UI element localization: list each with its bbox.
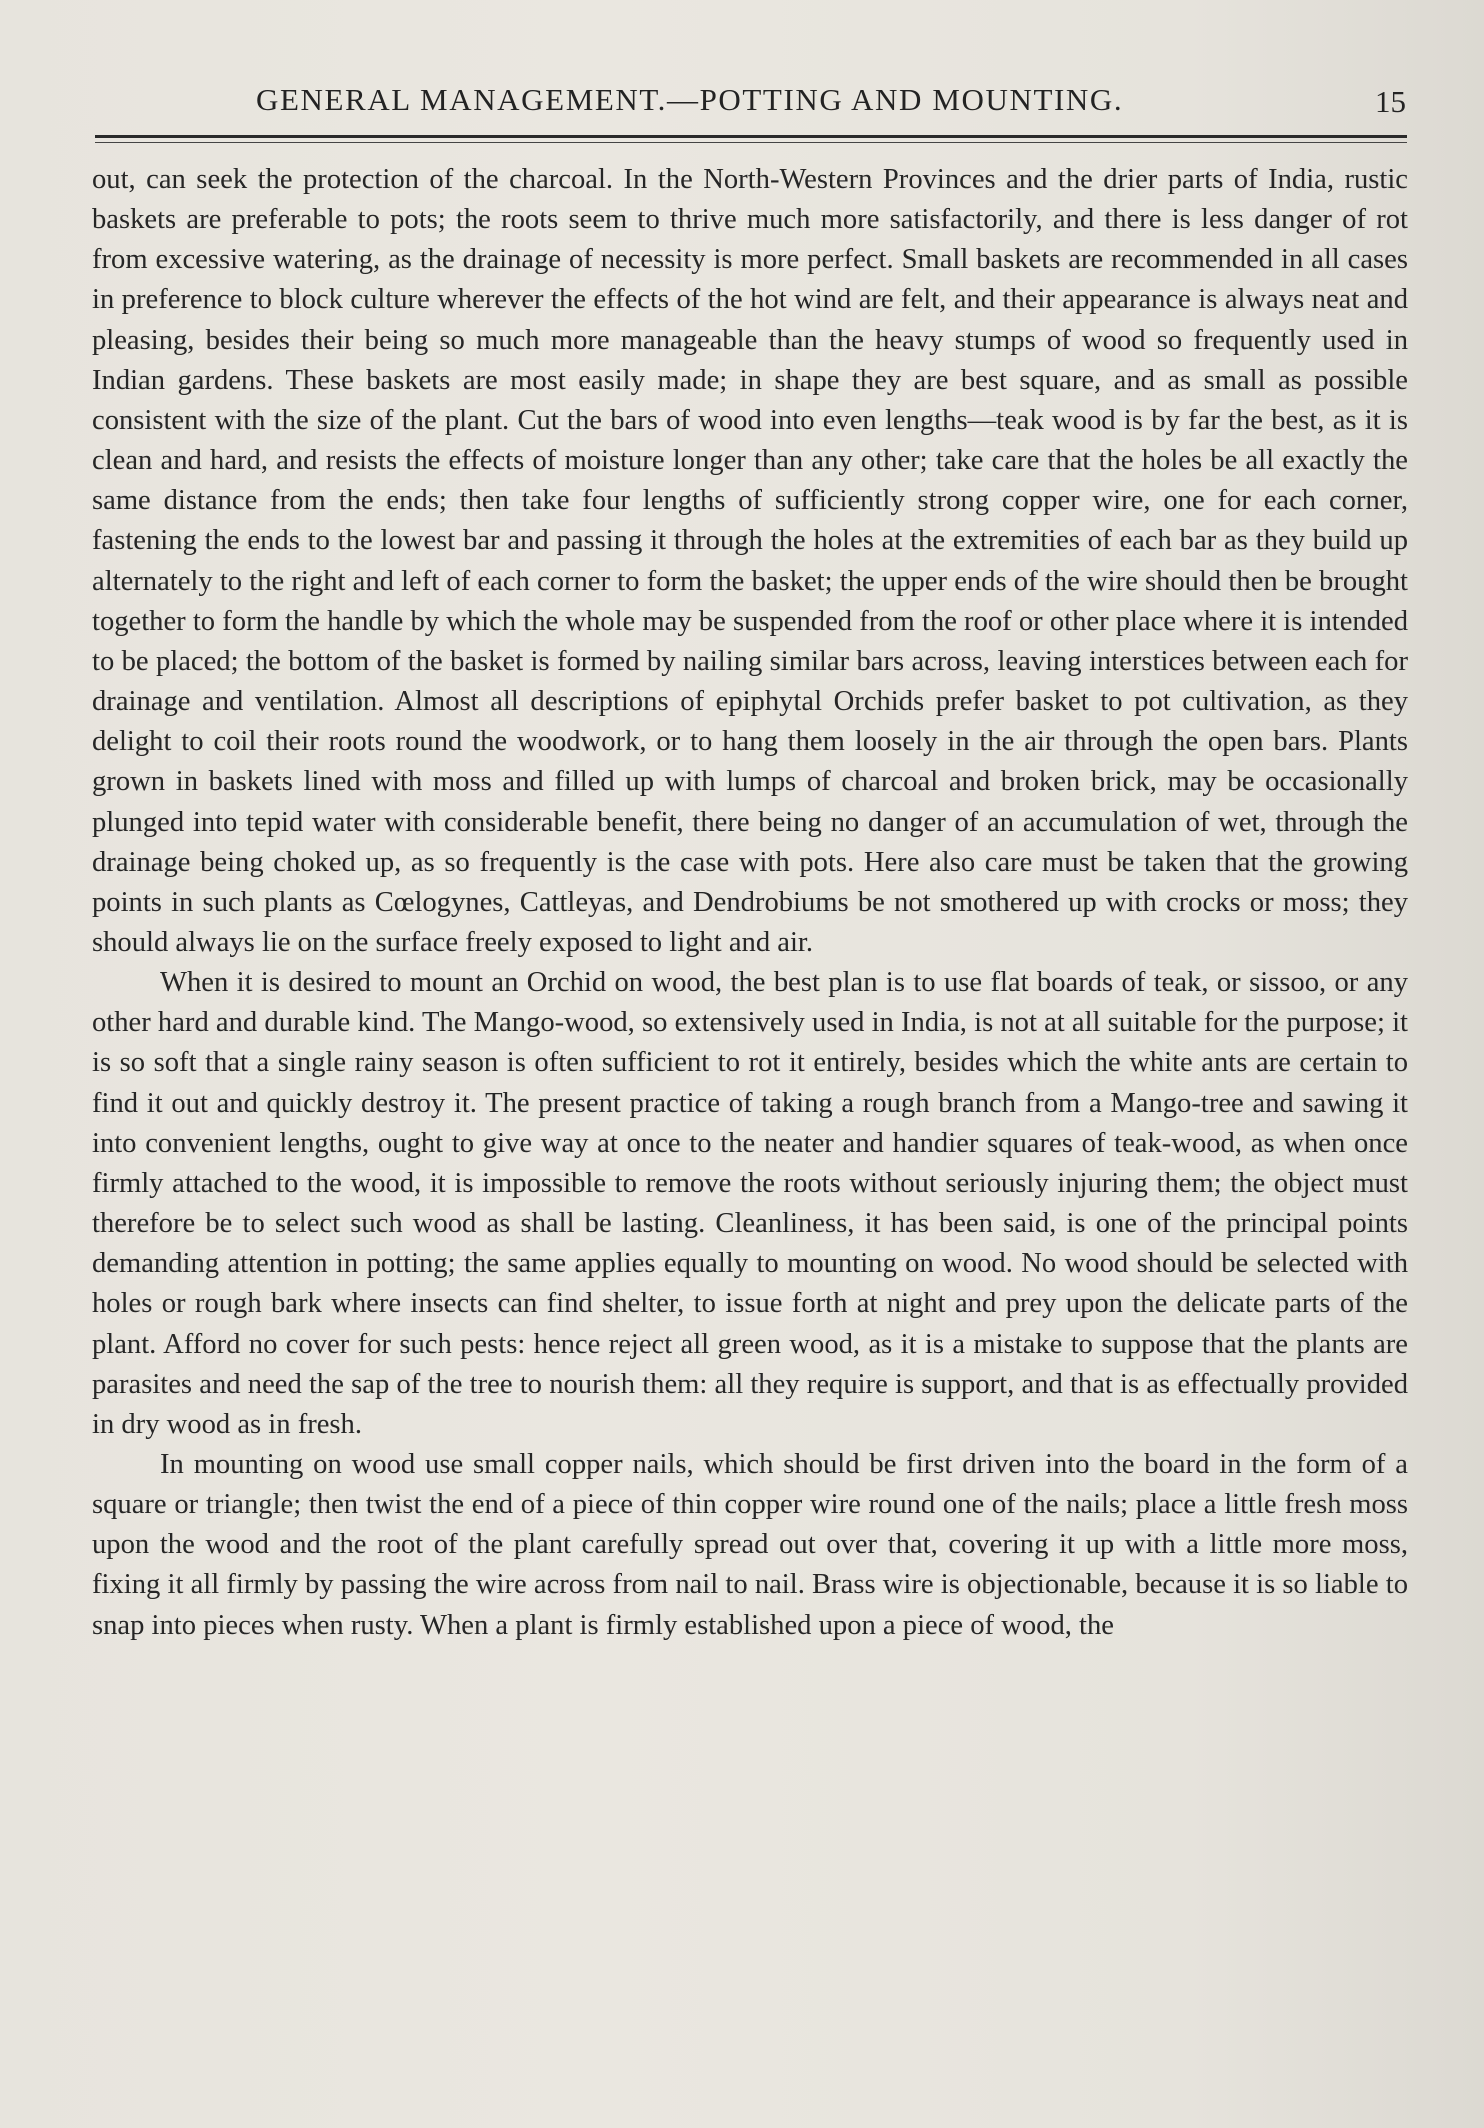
body-text [92,160,1408,1646]
page-header [92,82,1412,132]
header-rule [95,135,1407,138]
page-number: 15 [1375,84,1406,119]
running-title: GENERAL MANAGEMENT.—POTTING AND MOUNTING. [256,82,1124,117]
paragraph-mounting-wood: When it is desired to mount an Orchid on wood, the best plan is to use flat boards of teak, or sissoo, or any other hard and durable kind. The Mango-wood, so extensively used in India, is not at all suitable for the purpose; it is so soft that a single rainy season is often sufficient to rot it entirely, besides which the white ants are certain to find it out and quickly destroy it. The present practice of taking a rough branch from a Mango-tree and sawing it into convenient lengths, ought to give way at once to the neater and handier squares of teak-wood, as when once firmly attached to the wood, it is impossible to remove the roots without seriously injuring them; the object must therefore be to select such wood as shall be lasting. Cleanliness, it has been said, is one of the principal points demanding attention in potting; the same applies equally to mounting on wood. No wood should be selected with holes or rough bark where insects can find shelter, to issue forth at night and prey upon the delicate parts of the plant. Afford no cover for such pests: hence reject all green wood, as it is a mistake to suppose that the plants are parasites and need the sap of the tree to nourish them: all they require is support, and that is as effectually provided in dry wood as in fresh. [92,967,1408,1440]
paragraph-baskets: out, can seek the protection of the charcoal. In the North-Western Provinces and the drier parts of India, rustic baskets are preferable to pots; the roots seem to thrive much more satisfactorily, and there is less danger of rot from excessive watering, as the drainage of necessity is more perfect. Small baskets are recommended in all cases in preference to block culture wherever the effects of the hot wind are felt, and their appearance is always neat and pleasing, besides their being so much more manageable than the heavy stumps of wood so frequently used in Indian gardens. These baskets are most easily made; in shape they are best square, and as small as possible consistent with the size of the plant. Cut the bars of wood into even lengths—teak wood is by far the best, as it is clean and hard, and resists the effects of moisture longer than any other; take care that the holes be all exactly the same distance from the ends; then take four lengths of sufficiently strong copper wire, one for each corner, fastening the ends to the lowest bar and passing it through the holes at the extremities of each bar as they build up alternately to the right and left of each corner to form the basket; the upper ends of the wire should then be brought together to form the handle by which the whole may be suspended from the roof or other place where it is intended to be placed; the bottom of the basket is formed by nailing similar bars across, leaving interstices between each for drainage and ventilation. Almost all descriptions of epiphytal Orchids prefer basket to pot cultivation, as they delight to coil their roots round the woodwork, or to hang them loosely in the air through the open bars. Plants grown in baskets lined with moss and filled up with lumps of charcoal and broken brick, may be occasionally plunged into tepid water with considerable benefit, there being no danger of an accumulation of wet, through the drainage being choked up, as so frequently is the case with pots. Here also care must be taken that the growing points in such plants as Cœlogynes, Cattleyas, and Dendrobiums be not smothered up with crocks or moss; they should always lie on the surface freely exposed to light and air. [92,164,1408,958]
header-rule-thin [95,142,1407,143]
paragraph-copper-nails: In mounting on wood use small copper nails, which should be first driven into the board in the form of a square or triangle; then twist the end of a piece of thin copper wire round one of the nails; place a little fresh moss upon the wood and the root of the plant carefully spread out over that, covering it up with a little more moss, fixing it all firmly by passing the wire across from nail to nail. Brass wire is objectionable, because it is so liable to snap into pieces when rusty. When a plant is firmly established upon a piece of wood, the [92,1449,1408,1641]
